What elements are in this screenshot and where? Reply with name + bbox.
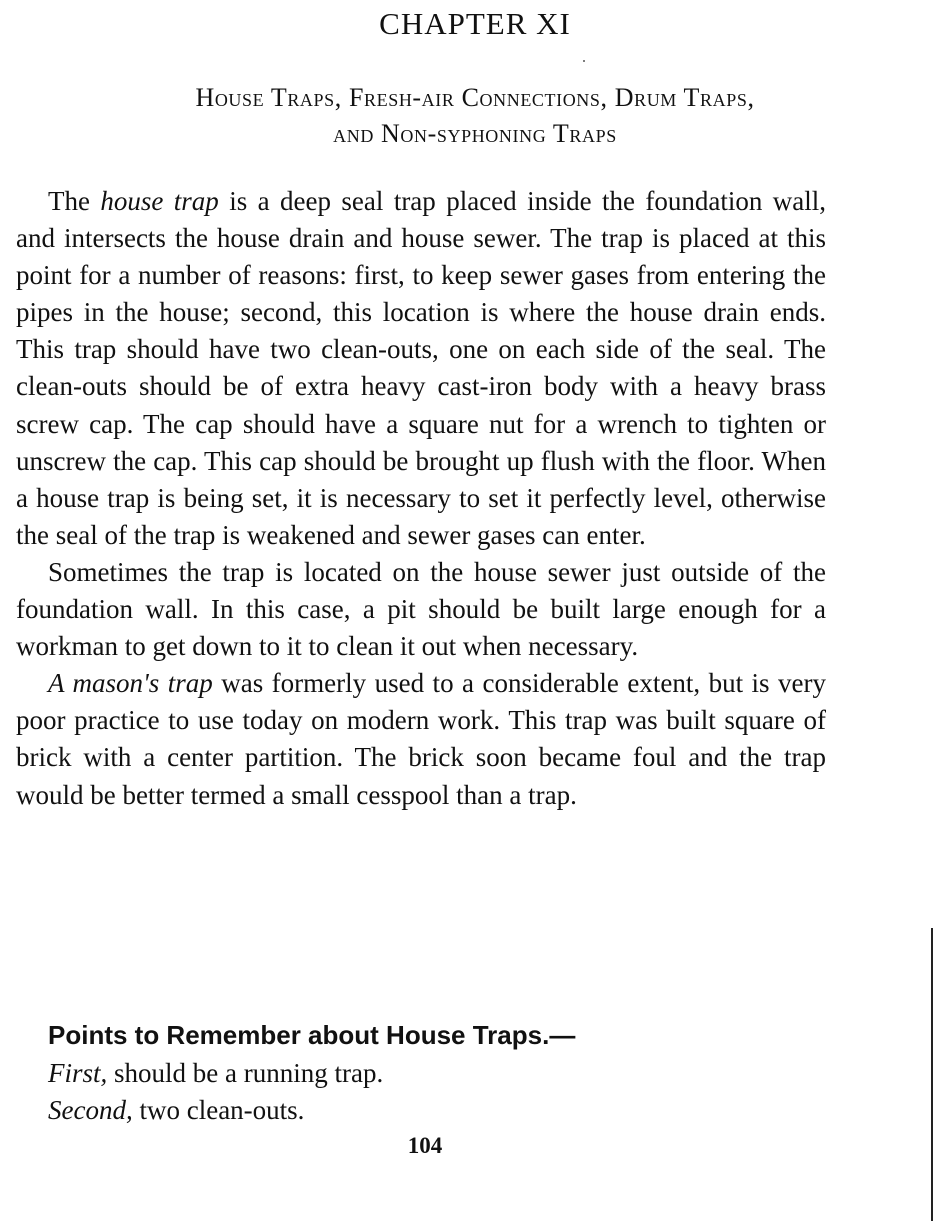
points-heading: Points to Remember about House Traps.— bbox=[48, 1020, 576, 1050]
point-label: Second, bbox=[48, 1095, 133, 1125]
chapter-heading: CHAPTER XI bbox=[379, 6, 571, 41]
point-text: two clean-outs. bbox=[132, 1095, 305, 1125]
chapter-title-line-2: and Non-syphoning Traps bbox=[333, 119, 617, 148]
point-text: should be a running trap. bbox=[107, 1058, 384, 1088]
scan-margin-line bbox=[931, 928, 933, 1221]
paragraph-intro: The bbox=[48, 186, 101, 216]
body-text bbox=[16, 183, 826, 814]
scan-speck bbox=[583, 60, 585, 62]
paragraph-masons-trap bbox=[16, 665, 826, 813]
point-label: First, bbox=[48, 1058, 108, 1088]
paragraph-text: Sometimes the trap is located on the house sewer just outside of the foundation wall. In this case, a pit should be built large enough for a workman to get down to it to clean it out when necessary. bbox=[16, 556, 826, 662]
paragraph-text: was formerly used to a considerable extent, but is very poor practice to use today on modern work. This trap was built square of brick with a center partition. The brick soon became foul and the trap would be better termed a small cesspool than a trap. bbox=[16, 668, 826, 810]
paragraph-trap-location bbox=[16, 554, 826, 665]
paragraph-text: is a deep seal trap placed inside the foundation wall, and intersects the house drain and house sewer. The trap is placed at this point for a number of reasons: first, to keep sewer gases from entering the pipes in the house; second, this location is where the house drain ends. This trap should have two clean-outs, one on each side of the seal. The clean-outs should be of extra heavy cast-iron body with a heavy brass screw cap. The cap should have a square nut for a wrench to tighten or unscrew the cap. This cap should be brought up flush with the floor. When a house trap is being set, it is necessary to set it perfectly level, otherwise the seal of the trap is weakened and sewer gases can enter. bbox=[16, 186, 826, 550]
point-item bbox=[48, 1092, 304, 1129]
point-item bbox=[48, 1055, 383, 1092]
chapter-title bbox=[0, 80, 950, 152]
emphasis-house-trap: house trap bbox=[100, 186, 219, 216]
emphasis-masons-trap: A mason's trap bbox=[48, 668, 213, 699]
paragraph-house-trap bbox=[16, 183, 826, 554]
page-number: 104 bbox=[407, 1133, 443, 1158]
chapter-title-line-1: House Traps, Fresh-air Connections, Drum Traps, bbox=[195, 83, 755, 112]
